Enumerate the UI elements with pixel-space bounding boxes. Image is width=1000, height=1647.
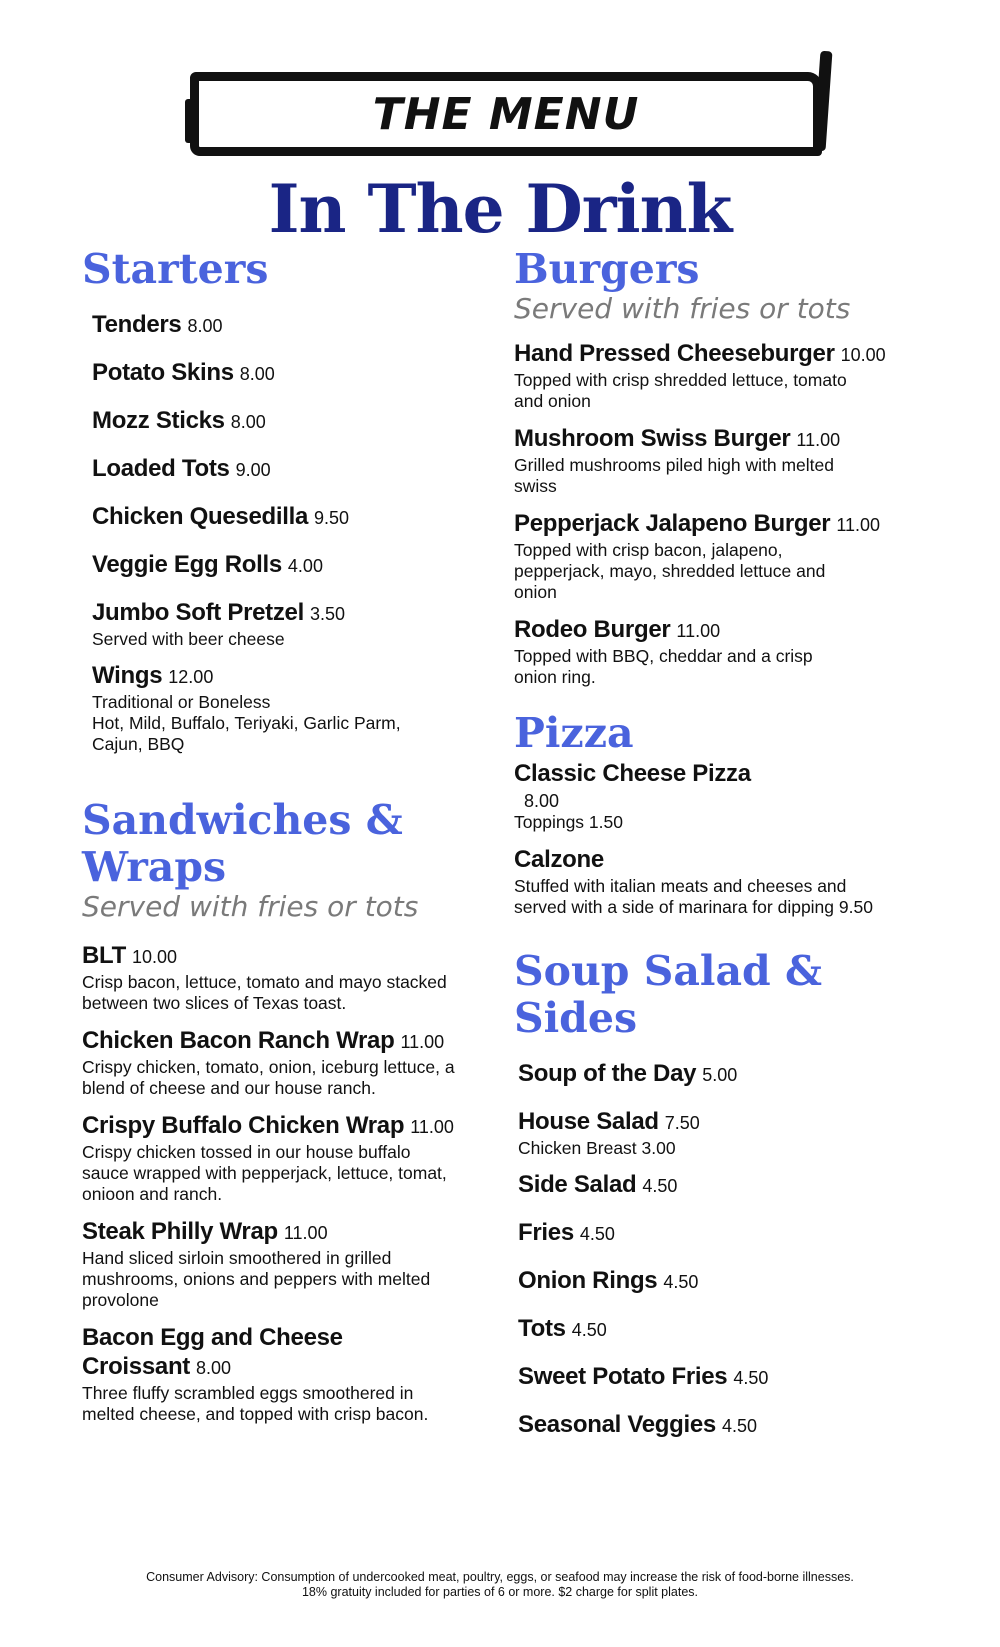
item-name: Crispy Buffalo Chicken Wrap <box>82 1112 405 1139</box>
item-name: House Salad <box>518 1108 659 1135</box>
section-title-soup-salad <box>514 948 914 1042</box>
menu-item <box>82 1219 482 1311</box>
menu-item <box>92 551 482 581</box>
item-name-continued: Croissant <box>82 1353 190 1380</box>
item-description: melted cheese, and topped with crisp bacon. <box>82 1404 429 1424</box>
soup-title-line1: Soup Salad & <box>514 947 822 995</box>
item-name: Pepperjack Jalapeno Burger <box>514 510 831 537</box>
menu-item <box>82 1113 482 1205</box>
item-price: 11.00 <box>410 1117 454 1137</box>
menu-item-heading <box>92 599 482 629</box>
item-price: 4.50 <box>733 1368 769 1388</box>
item-description: served with a side of marinara for dipping 9.50 <box>514 897 873 917</box>
item-name: Classic Cheese Pizza <box>514 760 751 787</box>
soup-salad-list <box>514 1060 914 1441</box>
pizza-list <box>514 761 914 918</box>
item-name: Jumbo Soft Pretzel <box>92 599 304 626</box>
item-description: provolone <box>82 1290 159 1310</box>
item-name: Sweet Potato Fries <box>518 1363 728 1390</box>
item-name: Mushroom Swiss Burger <box>514 425 791 452</box>
item-price: 8.00 <box>230 412 266 432</box>
menu-item <box>92 599 482 650</box>
menu-item-heading <box>514 617 914 646</box>
item-price: 8.00 <box>524 791 560 811</box>
item-price: 11.00 <box>676 621 721 641</box>
menu-item <box>92 455 482 485</box>
menu-item-heading <box>82 1113 482 1142</box>
menu-item-heading <box>82 1028 482 1057</box>
menu-item <box>518 1171 914 1201</box>
menu-item-heading <box>82 1219 482 1248</box>
section-title-starters: Starters <box>82 245 269 293</box>
menu-item <box>92 359 482 389</box>
menu-item-heading <box>518 1171 914 1201</box>
item-price: 8.00 <box>187 316 223 336</box>
menu-item-heading <box>518 1411 914 1441</box>
item-description: Hand sliced sirloin smoothered in grilled <box>82 1248 392 1268</box>
item-price: 3.50 <box>309 604 346 624</box>
menu-item-heading <box>518 1108 914 1138</box>
menu-item <box>82 943 482 1014</box>
item-price: 11.00 <box>796 430 841 450</box>
consumer-advisory <box>0 1570 1000 1600</box>
menu-item <box>92 503 482 533</box>
item-price: 11.00 <box>836 515 881 535</box>
item-name: Chicken Quesedilla <box>92 503 309 530</box>
menu-item <box>82 1028 482 1099</box>
item-description: pepperjack, mayo, shredded lettuce and <box>514 561 826 581</box>
sandwiches-subtitle: Served with fries or tots <box>82 890 419 923</box>
burgers-list <box>514 341 914 688</box>
section-title-pizza: Pizza <box>514 709 634 757</box>
item-description: Crisp bacon, lettuce, tomato and mayo stacked <box>82 972 447 992</box>
item-name: Calzone <box>514 846 604 873</box>
menu-item <box>92 407 482 437</box>
menu-item-heading <box>514 511 914 540</box>
item-price: 7.50 <box>664 1113 700 1133</box>
item-description: onion <box>514 582 557 602</box>
menu-item <box>514 761 914 833</box>
menu-item <box>514 511 914 603</box>
menu-item-heading <box>514 761 914 790</box>
item-name: Veggie Egg Rolls <box>92 551 282 578</box>
item-description: Crispy chicken tossed in our house buffalo <box>82 1142 411 1162</box>
banner-title: THE MENU <box>372 88 640 140</box>
item-price: 4.50 <box>721 1416 758 1436</box>
item-description: Chicken Breast 3.00 <box>518 1138 676 1158</box>
item-price: 9.00 <box>235 460 271 480</box>
menu-item <box>514 847 914 918</box>
item-name: Soup of the Day <box>518 1060 697 1087</box>
item-name: Onion Rings <box>518 1267 658 1294</box>
menu-item <box>518 1411 914 1441</box>
gratuity-line: 18% gratuity included for parties of 6 or more. $2 charge for split plates. <box>301 1585 699 1599</box>
menu-item-heading <box>514 847 914 876</box>
menu-item <box>518 1315 914 1345</box>
menu-item-heading <box>92 551 482 581</box>
item-description: Three fluffy scrambled eggs smoothered in <box>82 1383 414 1403</box>
item-price: 4.50 <box>642 1176 678 1196</box>
item-description: Served with beer cheese <box>92 629 285 649</box>
sandwiches-list <box>82 943 482 1425</box>
item-name: Seasonal Veggies <box>518 1411 716 1438</box>
item-price: 11.00 <box>400 1032 445 1052</box>
item-description: Traditional or Boneless <box>92 692 271 712</box>
item-description: Stuffed with italian meats and cheeses and <box>514 876 847 896</box>
restaurant-name: In The Drink <box>268 170 732 248</box>
menu-item-heading <box>518 1363 914 1393</box>
item-price: 8.00 <box>196 1358 232 1378</box>
item-name: Fries <box>518 1219 574 1246</box>
item-description: between two slices of Texas toast. <box>82 993 347 1013</box>
menu-item-heading <box>92 455 482 485</box>
item-description: onioon and ranch. <box>82 1184 223 1204</box>
menu-item-heading <box>92 503 482 533</box>
menu-item-heading <box>518 1219 914 1249</box>
item-description: and onion <box>514 391 591 411</box>
menu-item-heading <box>514 341 914 370</box>
menu-item-heading <box>518 1267 914 1297</box>
item-description: Cajun, BBQ <box>92 734 185 754</box>
item-description: sauce wrapped with pepperjack, lettuce, tomat, <box>82 1163 447 1183</box>
item-price: 10.00 <box>131 947 178 967</box>
menu-item <box>82 1325 482 1425</box>
menu-item <box>514 426 914 497</box>
right-column <box>514 246 914 1459</box>
sandwiches-title-line1: Sandwiches & <box>82 796 403 844</box>
menu-item-heading <box>82 1325 482 1383</box>
item-price: 4.50 <box>571 1320 607 1340</box>
item-name: Steak Philly Wrap <box>82 1218 278 1245</box>
item-price: 4.50 <box>663 1272 699 1292</box>
item-price: 4.00 <box>287 556 323 576</box>
menu-item-heading <box>92 311 482 341</box>
item-name: Side Salad <box>518 1171 637 1198</box>
item-description: mushrooms, onions and peppers with melted <box>82 1269 431 1289</box>
advisory-line: Consumer Advisory: Consumption of undercooked meat, poultry, eggs, or seafood may increase the risk of food-borne illnesses. <box>146 1570 854 1584</box>
item-price: 5.00 <box>702 1065 738 1085</box>
soup-title-line2: Sides <box>514 994 638 1042</box>
section-title-burgers: Burgers <box>514 245 700 293</box>
menu-item <box>514 341 914 412</box>
left-column <box>82 246 482 1439</box>
item-name: Bacon Egg and Cheese <box>82 1324 343 1351</box>
item-description: Topped with crisp shredded lettuce, tomato <box>514 370 847 390</box>
menu-banner <box>190 72 822 156</box>
item-name: BLT <box>82 942 126 969</box>
menu-item <box>514 617 914 688</box>
item-price: 9.50 <box>314 508 350 528</box>
item-description: Topped with crisp bacon, jalapeno, <box>514 540 783 560</box>
item-price: 10.00 <box>840 345 886 365</box>
menu-item-heading <box>92 662 482 692</box>
item-price: 11.00 <box>283 1223 328 1243</box>
menu-item-heading <box>514 426 914 455</box>
menu-item <box>518 1219 914 1249</box>
menu-item-heading <box>92 359 482 389</box>
item-name: Rodeo Burger <box>514 616 671 643</box>
section-title-sandwiches <box>82 797 482 891</box>
item-description: Hot, Mild, Buffalo, Teriyaki, Garlic Parm, <box>92 713 401 733</box>
menu-item-heading <box>92 407 482 437</box>
item-name: Mozz Sticks <box>92 407 225 434</box>
item-name: Chicken Bacon Ranch Wrap <box>82 1027 395 1054</box>
item-name: Tots <box>518 1315 566 1342</box>
item-description: blend of cheese and our house ranch. <box>82 1078 376 1098</box>
item-price: 4.50 <box>579 1224 615 1244</box>
menu-item <box>518 1060 914 1090</box>
item-name: Hand Pressed Cheeseburger <box>514 340 835 367</box>
menu-item-heading <box>518 1060 914 1090</box>
menu-item <box>518 1267 914 1297</box>
item-description: Grilled mushrooms piled high with melted <box>514 455 834 475</box>
item-description: Topped with BBQ, cheddar and a crisp <box>514 646 813 666</box>
menu-item <box>92 662 482 755</box>
item-name: Wings <box>92 662 163 689</box>
menu-item-heading <box>518 1315 914 1345</box>
burgers-subtitle: Served with fries or tots <box>514 292 851 325</box>
menu-item-heading <box>82 943 482 972</box>
item-name: Tenders <box>92 311 182 338</box>
item-price: 12.00 <box>168 667 214 687</box>
menu-item <box>518 1108 914 1159</box>
item-description: swiss <box>514 476 557 496</box>
item-name: Potato Skins <box>92 359 234 386</box>
item-description: onion ring. <box>514 667 596 687</box>
item-description: Toppings 1.50 <box>514 812 623 832</box>
menu-item <box>92 311 482 341</box>
item-price: 8.00 <box>239 364 275 384</box>
item-name: Loaded Tots <box>92 455 230 482</box>
starters-list <box>82 311 482 755</box>
item-description: Crispy chicken, tomato, onion, iceburg lettuce, a <box>82 1057 455 1077</box>
sandwiches-title-line2: Wraps <box>82 843 227 891</box>
menu-item <box>518 1363 914 1393</box>
